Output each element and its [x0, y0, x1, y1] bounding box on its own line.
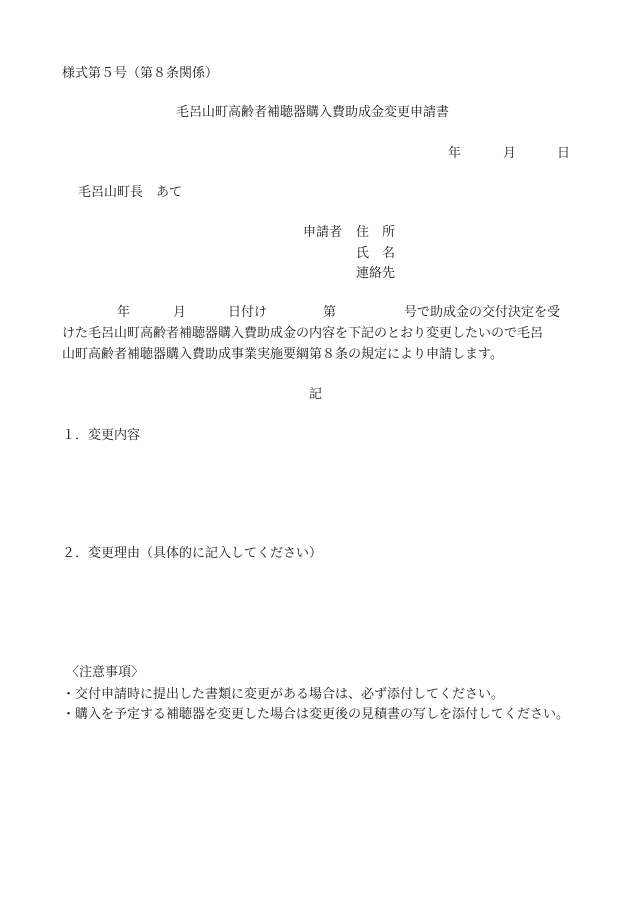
contact-label: 連絡先 [356, 266, 396, 281]
item-2-heading: ２．変更理由（具体的に記入してください） [62, 546, 323, 561]
ki-heading: 記 [309, 387, 323, 402]
body-line3: 山町高齢者補聴器購入費助成事業実施要綱第８条の規定により申請します。 [62, 347, 503, 362]
date-day-label: 日 [557, 146, 571, 161]
body-dai-label: 第 [323, 305, 337, 320]
document-title: 毛呂山町高齢者補聴器購入費助成金変更申請書 [176, 105, 450, 120]
note-item: ・購入を予定する補聴器を変更した場合は変更後の見積書の写しを添付してください。 [62, 707, 570, 722]
item-1-heading: １．変更内容 [62, 428, 141, 443]
body-month-label: 月 [173, 305, 187, 320]
applicant-label: 申請者 [303, 225, 343, 240]
name-label: 氏 名 [356, 246, 396, 261]
form-number: 様式第５号（第８条関係） [62, 66, 219, 81]
date-year-label: 年 [448, 146, 462, 161]
body-year-label: 年 [117, 305, 131, 320]
body-line2: けた毛呂山町高齢者補聴器購入費助成金の内容を下記のとおり変更したいので毛呂 [62, 326, 544, 341]
notes-heading: 〈注意事項〉 [66, 665, 145, 680]
addressee: 毛呂山町長 あて [78, 185, 183, 200]
date-month-label: 月 [503, 146, 517, 161]
body-dated-label: 日付け [228, 305, 268, 320]
address-label: 住 所 [356, 225, 396, 240]
body-line1-rest: 号で助成金の交付決定を受 [404, 305, 561, 320]
note-item: ・交付申請時に提出した書類に変更がある場合は、必ず添付してください。 [62, 687, 505, 702]
